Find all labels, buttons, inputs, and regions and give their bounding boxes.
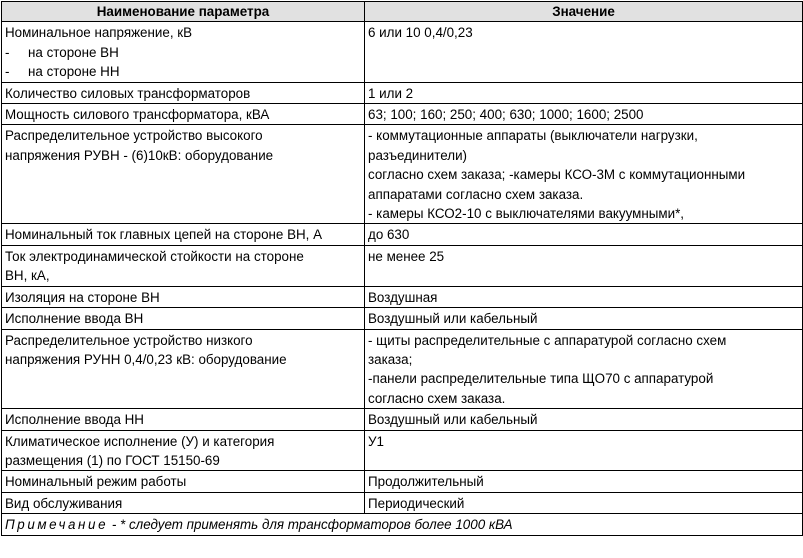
table-row [2, 409, 803, 430]
value-text: У1 [368, 433, 384, 449]
value-text: аппаратами согласно схем заказа. [368, 186, 584, 202]
value-text: 63; 100; 160; 250; 400; 630; 1000; 1600; 2500 [368, 107, 644, 123]
sub-item-text: на стороне НН [28, 64, 120, 80]
value-text: Воздушный или кабельный [368, 412, 538, 428]
parameter-text: Номинальное напряжение, кВ [5, 25, 193, 41]
parameter-text: напряжения РУНН 0,4/0,23 кВ: оборудование [5, 351, 287, 367]
table-row [2, 22, 803, 82]
value-cell [365, 471, 803, 492]
value-text: - щиты распределительные с аппаратурой согласно схем [368, 332, 727, 348]
table-row [2, 308, 803, 329]
parameter-text: напряжения РУВН - (6)10кВ: оборудование [5, 147, 274, 163]
value-cell [365, 492, 803, 513]
value-cell [365, 329, 803, 409]
parameter-text: Климатическое исполнение (У) и категория [5, 433, 275, 449]
value-text: 1 или 2 [368, 85, 414, 101]
value-text: Воздушная [368, 289, 438, 305]
parameter-text: Распределительное устройство высокого [5, 128, 263, 144]
value-text: разъединители) [368, 147, 468, 163]
parameter-cell [2, 224, 365, 245]
value-text: 6 или 10 0,4/0,23 [368, 25, 473, 41]
parameter-text: Ток электродинамической стойкости на стороне [5, 248, 304, 264]
parameter-cell [2, 409, 365, 430]
parameter-cell [2, 308, 365, 329]
value-text: - коммутационные аппараты (выключатели нагрузки, [368, 128, 698, 144]
parameter-text: ВН, кА, [5, 268, 50, 284]
table-row [2, 224, 803, 245]
value-text: Продолжительный [368, 474, 484, 490]
parameter-text: Изоляция на стороне ВН [5, 289, 160, 305]
table-header-row [2, 2, 803, 22]
note-label: Примечание [5, 517, 109, 533]
value-cell [365, 82, 803, 103]
table-row [2, 125, 803, 224]
parameter-text: Исполнение ввода НН [5, 412, 144, 428]
parameter-text: размещения (1) по ГОСТ 15150-69 [5, 452, 220, 468]
table-row [2, 245, 803, 286]
parameter-cell [2, 286, 365, 307]
parameter-text: Распределительное устройство низкого [5, 332, 253, 348]
value-text: -панели распределительные типа ЩО70 с аппаратурой [368, 371, 714, 387]
parameter-cell [2, 82, 365, 103]
parameter-cell [2, 245, 365, 286]
column-header-value: Значение [365, 2, 803, 22]
sub-item: - на стороне НН [5, 64, 120, 80]
value-text: - камеры КСО2-10 с выключателями вакуумными*, [368, 206, 684, 222]
parameters-table [1, 1, 803, 536]
parameter-text: Номинальный режим работы [5, 474, 187, 490]
value-text: не менее 25 [368, 248, 445, 264]
parameter-cell [2, 430, 365, 471]
sub-item: - на стороне ВН [5, 44, 119, 60]
table-note [2, 514, 803, 535]
parameter-cell [2, 22, 365, 82]
value-text: согласно схем заказа; -камеры КСО-3М с коммутационными [368, 167, 746, 183]
parameter-cell [2, 125, 365, 224]
table-row [2, 286, 803, 307]
table-row [2, 492, 803, 513]
value-text: до 630 [368, 227, 410, 243]
parameter-text: Мощность силового трансформатора, кВА [5, 107, 270, 123]
table-body [2, 22, 803, 535]
parameter-text: Номинальный ток главных цепей на стороне ВН, А [5, 227, 323, 243]
parameter-cell [2, 492, 365, 513]
value-text: Периодический [368, 495, 465, 511]
value-cell [365, 245, 803, 286]
value-cell [365, 125, 803, 224]
parameter-cell [2, 104, 365, 125]
value-cell [365, 286, 803, 307]
parameter-cell [2, 471, 365, 492]
value-text: Воздушный или кабельный [368, 311, 538, 327]
column-header-parameter: Наименование параметра [2, 2, 365, 22]
table-note-row [2, 514, 803, 535]
note-text: - * следует применять для трансформаторов более 1000 кВА [108, 517, 513, 533]
table-row [2, 82, 803, 103]
value-text: заказа; [368, 351, 413, 367]
value-cell [365, 104, 803, 125]
table-row [2, 430, 803, 471]
parameter-cell [2, 329, 365, 409]
value-cell [365, 409, 803, 430]
parameter-text: Вид обслуживания [5, 495, 123, 511]
table-row [2, 329, 803, 409]
value-text: согласно схем заказа. [368, 390, 506, 406]
table-row [2, 471, 803, 492]
value-cell [365, 224, 803, 245]
table-row [2, 104, 803, 125]
sub-item-text: на стороне ВН [28, 44, 119, 60]
value-cell [365, 430, 803, 471]
value-cell [365, 308, 803, 329]
parameter-text: Исполнение ввода ВН [5, 311, 144, 327]
value-cell [365, 22, 803, 82]
parameter-text: Количество силовых трансформаторов [5, 85, 251, 101]
